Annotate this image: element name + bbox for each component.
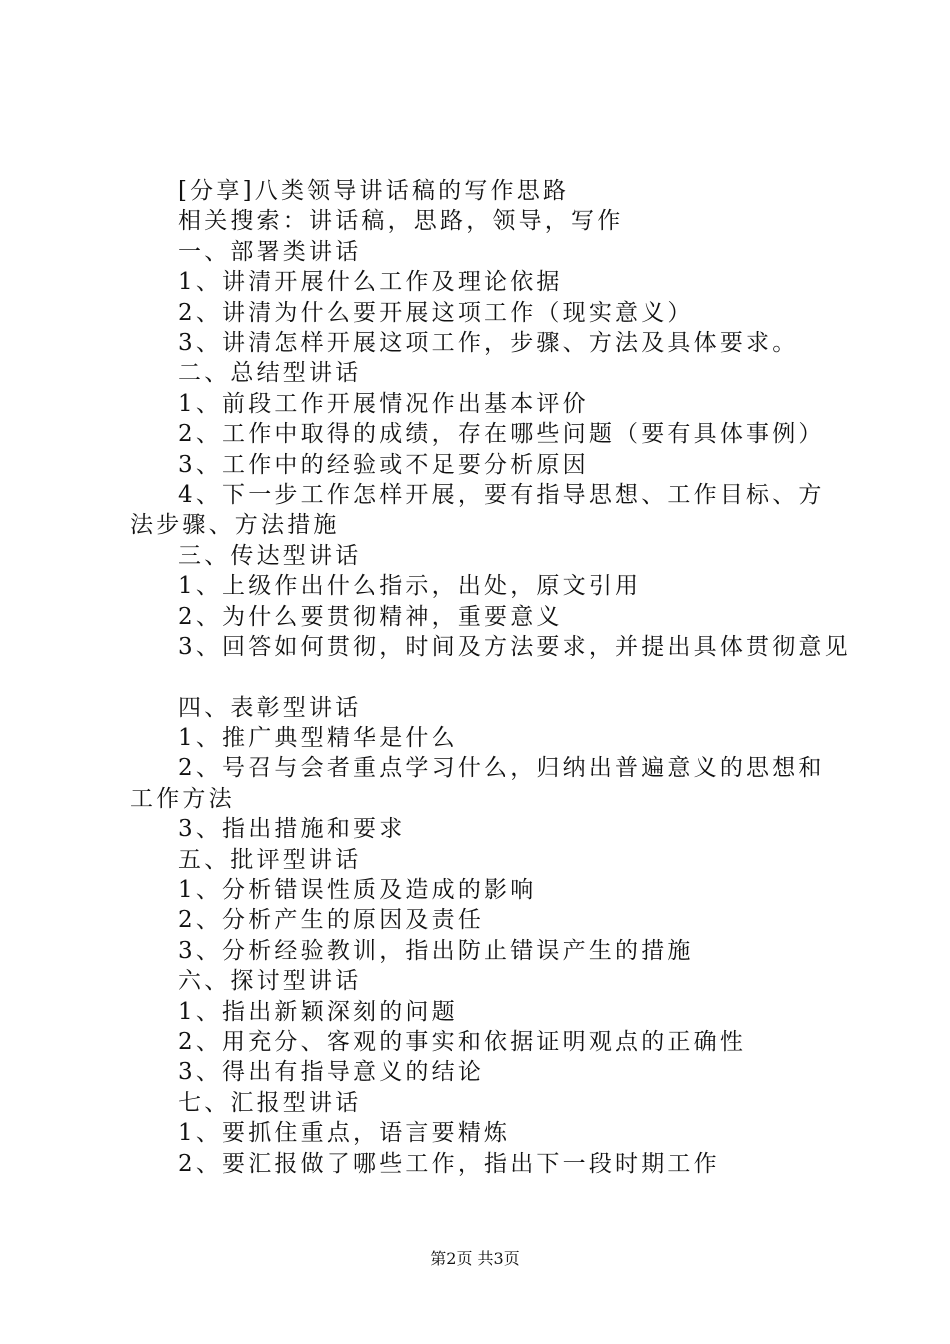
- section-heading-summary: 二、总结型讲话: [178, 360, 362, 387]
- list-item: 1、要抓住重点，语言要精炼: [178, 1120, 511, 1147]
- blank-line: [130, 662, 830, 692]
- list-item: 2、分析产生的原因及责任: [178, 907, 485, 934]
- list-item: 2、讲清为什么要开展这项工作（现实意义）: [178, 299, 694, 326]
- list-item: 3、分析经验教训，指出防止错误产生的措施: [178, 937, 694, 964]
- list-item: 1、上级作出什么指示，出处，原文引用: [178, 573, 642, 600]
- list-item: 1、推广典型精华是什么: [178, 725, 458, 752]
- page-number-footer: 第2页 共3页: [430, 1249, 520, 1268]
- list-item: 2、工作中取得的成绩，存在哪些问题（要有具体事例）: [178, 421, 825, 448]
- section-heading-deploy: 一、部署类讲话: [178, 238, 362, 265]
- section-heading-relay: 三、传达型讲话: [178, 542, 362, 569]
- list-item: 3、回答如何贯彻，时间及方法要求，并提出具体贯彻意见: [178, 633, 851, 660]
- list-item: 2、用充分、客观的事实和依据证明观点的正确性: [178, 1029, 747, 1055]
- section-heading-criticize: 五、批评型讲话: [178, 846, 362, 873]
- list-item: 3、指出措施和要求: [178, 816, 406, 843]
- list-item: 2、为什么要贯彻精神，重要意义: [178, 603, 563, 630]
- list-item: 1、前段工作开展情况作出基本评价: [178, 390, 589, 417]
- list-item: 3、讲清怎样开展这项工作，步骤、方法及具体要求。: [178, 329, 799, 356]
- list-item: 1、讲清开展什么工作及理论依据: [178, 269, 563, 296]
- section-heading-discuss: 六、探讨型讲话: [178, 968, 362, 995]
- list-item: 2、号召与会者重点学习什么，归纳出普遍意义的思想和工作方法: [130, 755, 825, 812]
- document-body: [130, 176, 851, 1179]
- list-item: 1、分析错误性质及造成的影响: [178, 877, 537, 904]
- list-item: 3、得出有指导意义的结论: [178, 1059, 485, 1086]
- list-item: 1、指出新颖深刻的问题: [178, 998, 458, 1025]
- document-title: [分享]八类领导讲话稿的写作思路: [178, 178, 570, 204]
- related-search: 相关搜索：讲话稿，思路，领导，写作: [178, 208, 624, 235]
- list-item: 3、工作中的经验或不足要分析原因: [178, 451, 589, 478]
- list-item: 4、下一步工作怎样开展，要有指导思想、工作目标、方法步骤、方法措施: [130, 481, 825, 539]
- section-heading-commend: 四、表彰型讲话: [178, 694, 362, 721]
- section-heading-report: 七、汇报型讲话: [178, 1089, 362, 1116]
- list-item: 2、要汇报做了哪些工作，指出下一段时期工作: [178, 1150, 720, 1177]
